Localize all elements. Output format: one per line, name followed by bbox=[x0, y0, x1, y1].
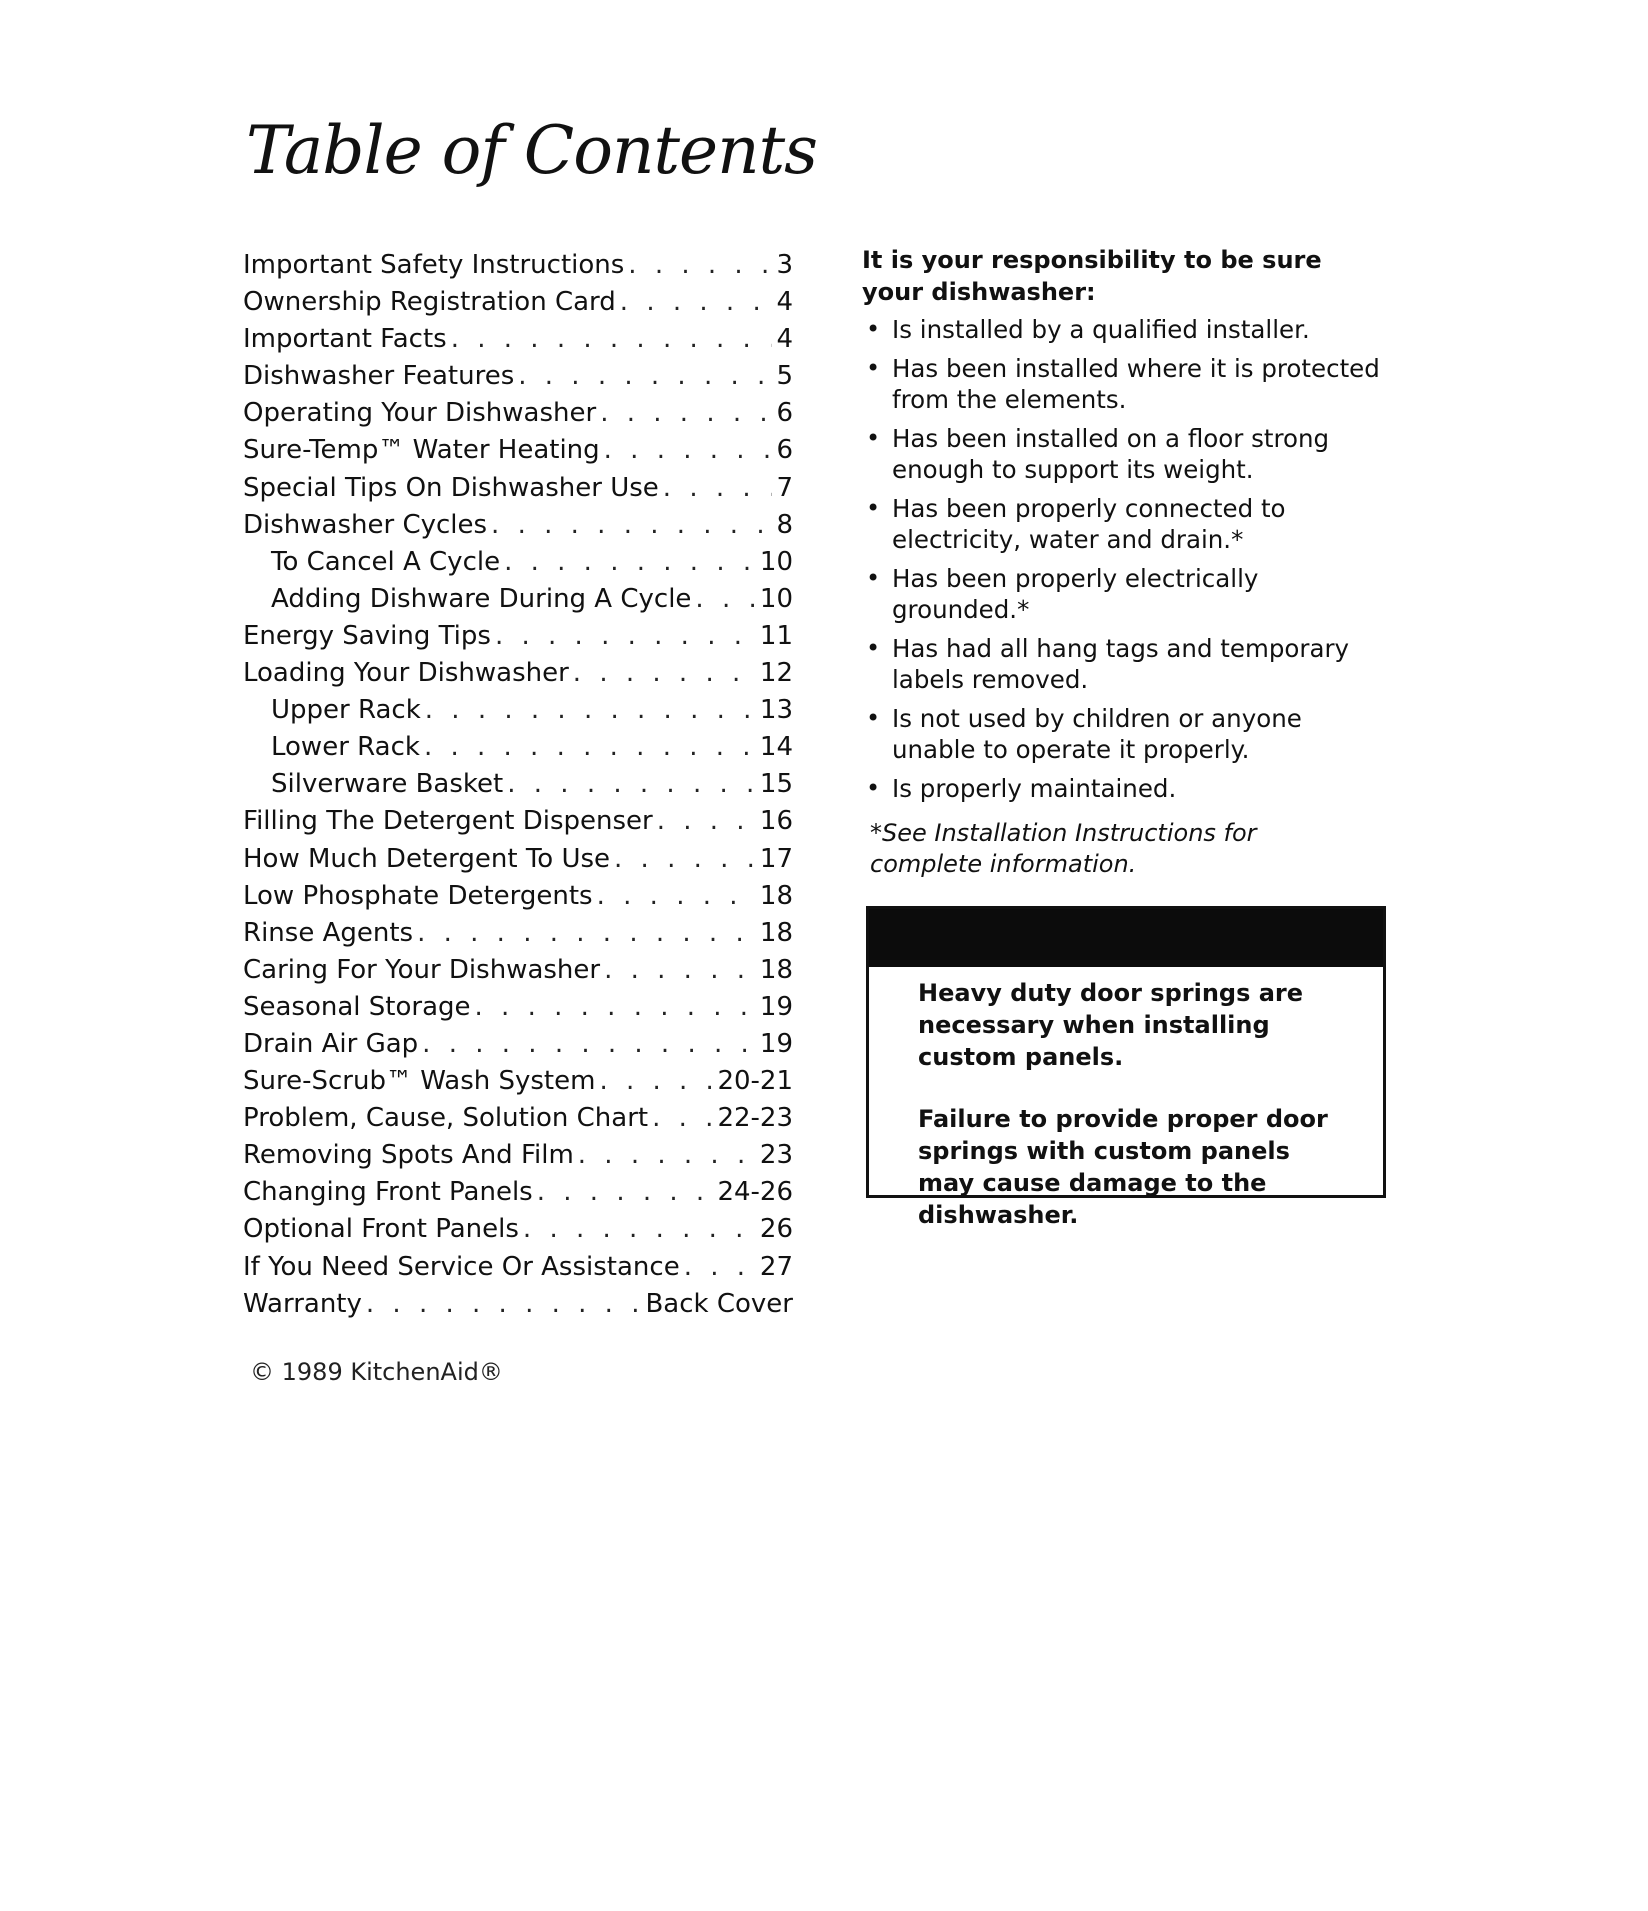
toc-entry bbox=[243, 918, 793, 955]
table-of-contents bbox=[243, 250, 793, 1326]
toc-dot-leader bbox=[518, 361, 772, 391]
toc-entry bbox=[243, 1066, 793, 1103]
responsibility-item bbox=[862, 314, 1382, 345]
toc-entry-title: Low Phosphate Detergents bbox=[243, 880, 593, 911]
toc-entry bbox=[243, 806, 793, 843]
toc-dot-leader bbox=[657, 806, 756, 836]
toc-entry-title: Energy Saving Tips bbox=[243, 620, 491, 651]
responsibility-item-text: Has been installed on a floor strong enough to support its weight. bbox=[892, 424, 1330, 484]
toc-entry bbox=[243, 1214, 793, 1251]
toc-entry-title: How Much Detergent To Use bbox=[243, 843, 611, 874]
toc-dot-leader bbox=[695, 584, 755, 614]
toc-dot-leader bbox=[663, 473, 773, 503]
toc-entry-title: Special Tips On Dishwasher Use bbox=[243, 472, 659, 503]
toc-dot-leader bbox=[475, 992, 756, 1022]
toc-entry-title: Removing Spots And Film bbox=[243, 1140, 574, 1171]
responsibility-item-text: Has had all hang tags and temporary labels removed. bbox=[892, 634, 1350, 694]
toc-entry-page: 24-26 bbox=[717, 1177, 793, 1208]
responsibility-item-text: Is properly maintained. bbox=[892, 774, 1177, 803]
toc-entry bbox=[243, 1103, 793, 1140]
toc-entry-title: Dishwasher Cycles bbox=[243, 509, 488, 540]
toc-entry-title: Adding Dishware During A Cycle bbox=[271, 583, 692, 614]
toc-dot-leader bbox=[366, 1289, 642, 1319]
toc-dot-leader bbox=[495, 621, 756, 651]
toc-entry-title: Ownership Registration Card bbox=[243, 287, 616, 318]
toc-entry-title: Caring For Your Dishwasher bbox=[243, 954, 601, 985]
toc-dot-leader bbox=[604, 955, 756, 985]
toc-entry bbox=[243, 510, 793, 547]
toc-entry-title: If You Need Service Or Assistance bbox=[243, 1251, 680, 1282]
toc-entry bbox=[243, 844, 793, 881]
toc-entry bbox=[243, 992, 793, 1029]
toc-dot-leader bbox=[451, 324, 773, 354]
toc-entry-title: Drain Air Gap bbox=[243, 1028, 419, 1059]
toc-entry-page: 6 bbox=[776, 435, 793, 466]
toc-entry-title: Sure-Temp™ Water Heating bbox=[243, 435, 600, 466]
bullet-icon: • bbox=[866, 494, 881, 522]
toc-entry-page: 4 bbox=[776, 324, 793, 355]
toc-entry-page: 17 bbox=[759, 843, 793, 874]
toc-entry-page: 12 bbox=[759, 658, 793, 689]
toc-entry bbox=[243, 473, 793, 510]
toc-entry-title: Warranty bbox=[243, 1288, 362, 1319]
toc-dot-leader bbox=[620, 287, 773, 317]
toc-entry bbox=[243, 584, 793, 621]
responsibility-item bbox=[862, 703, 1382, 765]
bullet-icon: • bbox=[866, 634, 881, 662]
toc-entry-page: 26 bbox=[759, 1214, 793, 1245]
toc-entry-page: 16 bbox=[759, 806, 793, 837]
responsibility-item-text: Is installed by a qualified installer. bbox=[892, 315, 1310, 344]
toc-entry bbox=[243, 1177, 793, 1214]
toc-entry bbox=[243, 287, 793, 324]
warning-text bbox=[869, 967, 1383, 1231]
toc-dot-leader bbox=[652, 1103, 713, 1133]
toc-entry-page: 11 bbox=[759, 620, 793, 651]
toc-entry-title: Rinse Agents bbox=[243, 917, 414, 948]
toc-dot-leader bbox=[599, 1066, 713, 1096]
toc-entry bbox=[243, 324, 793, 361]
responsibility-item-text: Has been properly electrically grounded.* bbox=[892, 564, 1259, 624]
toc-entry-title: Lower Rack bbox=[271, 732, 420, 763]
toc-entry-title: Optional Front Panels bbox=[243, 1214, 519, 1245]
toc-dot-leader bbox=[578, 1140, 756, 1170]
toc-entry bbox=[243, 881, 793, 918]
toc-entry bbox=[243, 621, 793, 658]
toc-entry-page: 4 bbox=[776, 287, 793, 318]
toc-entry-page: 14 bbox=[759, 732, 793, 763]
toc-entry-page: 18 bbox=[759, 917, 793, 948]
toc-entry bbox=[243, 435, 793, 472]
copyright-notice: © 1989 KitchenAid® bbox=[250, 1358, 503, 1386]
toc-entry-title: Problem, Cause, Solution Chart bbox=[243, 1103, 649, 1134]
toc-dot-leader bbox=[491, 510, 772, 540]
toc-entry-page: Back Cover bbox=[645, 1288, 793, 1319]
toc-entry-page: 19 bbox=[759, 1028, 793, 1059]
bullet-icon: • bbox=[866, 564, 881, 592]
toc-entry-page: 10 bbox=[759, 583, 793, 614]
toc-entry-title: To Cancel A Cycle bbox=[271, 546, 501, 577]
responsibility-item bbox=[862, 563, 1382, 625]
responsibility-item bbox=[862, 493, 1382, 555]
toc-entry-page: 10 bbox=[759, 546, 793, 577]
toc-dot-leader bbox=[507, 769, 756, 799]
toc-dot-leader bbox=[417, 918, 756, 948]
toc-entry-page: 15 bbox=[759, 769, 793, 800]
responsibility-list bbox=[862, 314, 1382, 804]
bullet-icon: • bbox=[866, 774, 881, 802]
toc-entry-title: Silverware Basket bbox=[271, 769, 504, 800]
toc-entry-page: 18 bbox=[759, 954, 793, 985]
responsibility-section bbox=[862, 244, 1382, 904]
toc-entry-page: 27 bbox=[759, 1251, 793, 1282]
toc-entry-page: 19 bbox=[759, 991, 793, 1022]
toc-dot-leader bbox=[523, 1214, 756, 1244]
responsibility-item-text: Is not used by children or anyone unable to operate it properly. bbox=[892, 704, 1302, 764]
toc-entry-page: 22-23 bbox=[717, 1103, 793, 1134]
toc-dot-leader bbox=[424, 732, 756, 762]
bullet-icon: • bbox=[866, 354, 881, 382]
toc-entry-title: Important Safety Instructions bbox=[243, 250, 625, 280]
bullet-icon: • bbox=[866, 704, 881, 732]
toc-entry-page: 20-21 bbox=[717, 1066, 793, 1097]
toc-entry-title: Filling The Detergent Dispenser bbox=[243, 806, 653, 837]
toc-entry-page: 18 bbox=[759, 880, 793, 911]
page-title: Table of Contents bbox=[246, 112, 818, 189]
toc-entry-page: 13 bbox=[759, 695, 793, 726]
toc-entry bbox=[243, 695, 793, 732]
toc-dot-leader bbox=[628, 250, 772, 280]
toc-entry-title: Important Facts bbox=[243, 324, 447, 355]
bullet-icon: • bbox=[866, 424, 881, 452]
toc-dot-leader bbox=[600, 398, 772, 428]
responsibility-item bbox=[862, 633, 1382, 695]
toc-dot-leader bbox=[537, 1177, 714, 1207]
toc-entry-page: 6 bbox=[776, 398, 793, 429]
responsibility-item-text: Has been properly connected to electricity, water and drain.* bbox=[892, 494, 1286, 554]
toc-entry bbox=[243, 955, 793, 992]
toc-dot-leader bbox=[597, 881, 756, 911]
bullet-icon: • bbox=[866, 315, 881, 343]
warning-box bbox=[866, 906, 1386, 1229]
toc-entry-title: Changing Front Panels bbox=[243, 1177, 533, 1208]
toc-entry bbox=[243, 769, 793, 806]
toc-entry bbox=[243, 1140, 793, 1177]
toc-dot-leader bbox=[604, 435, 773, 465]
toc-entry-page: 8 bbox=[776, 509, 793, 540]
toc-entry bbox=[243, 250, 793, 287]
toc-entry-title: Loading Your Dishwasher bbox=[243, 658, 569, 689]
toc-entry bbox=[243, 658, 793, 695]
warning-line-springs: Heavy duty door springs are necessary when installing custom panels. bbox=[918, 979, 1304, 1071]
toc-dot-leader bbox=[422, 1029, 756, 1059]
toc-dot-leader bbox=[573, 658, 756, 688]
toc-entry-page: 7 bbox=[776, 472, 793, 503]
toc-entry bbox=[243, 547, 793, 584]
warning-line-damage: Failure to provide proper door springs with custom panels may cause damage to the dishwasher. bbox=[918, 1105, 1328, 1229]
toc-entry bbox=[243, 1252, 793, 1289]
responsibility-item bbox=[862, 353, 1382, 415]
toc-entry bbox=[243, 361, 793, 398]
toc-dot-leader bbox=[425, 695, 756, 725]
toc-entry-page: 5 bbox=[776, 361, 793, 392]
toc-entry-title: Upper Rack bbox=[271, 695, 421, 726]
toc-entry bbox=[243, 1289, 793, 1326]
toc-dot-leader bbox=[504, 547, 756, 577]
toc-entry-title: Seasonal Storage bbox=[243, 991, 471, 1022]
responsibility-item bbox=[862, 773, 1382, 804]
toc-entry-page: 23 bbox=[759, 1140, 793, 1171]
toc-entry-page: 3 bbox=[776, 250, 793, 280]
toc-dot-leader bbox=[614, 844, 756, 874]
toc-entry-title: Operating Your Dishwasher bbox=[243, 398, 597, 429]
responsibility-item bbox=[862, 423, 1382, 485]
warning-banner bbox=[869, 909, 1383, 967]
toc-entry bbox=[243, 398, 793, 435]
toc-entry-title: Dishwasher Features bbox=[243, 361, 515, 392]
responsibility-heading: It is your responsibility to be sure your dishwasher: bbox=[862, 246, 1322, 306]
toc-entry bbox=[243, 1029, 793, 1066]
toc-dot-leader bbox=[684, 1252, 756, 1282]
toc-entry-title: Sure-Scrub™ Wash System bbox=[243, 1066, 596, 1097]
installation-footnote: *See Installation Instructions for complete information. bbox=[870, 819, 1257, 878]
responsibility-item-text: Has been installed where it is protected from the elements. bbox=[892, 354, 1380, 414]
toc-entry bbox=[243, 732, 793, 769]
